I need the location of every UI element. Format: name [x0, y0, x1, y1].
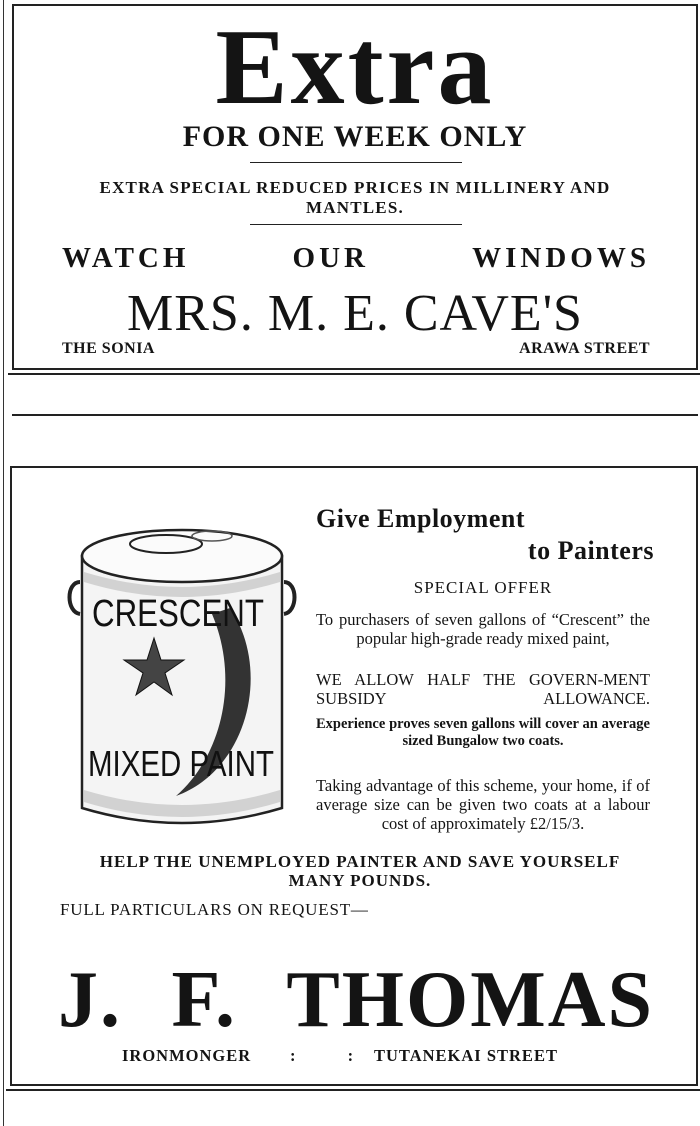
- advertisement-millinery: [12, 4, 698, 370]
- paint-can-illustration: [62, 520, 302, 840]
- headline-to-painters: to Painters: [527, 536, 654, 565]
- separator: : :: [290, 1046, 378, 1065]
- special-offer: SPECIAL OFFER: [413, 578, 553, 597]
- headline-extra: Extra: [215, 8, 495, 127]
- merchant-initial: F.: [171, 956, 237, 1044]
- special-prices-text: EXTRA SPECIAL REDUCED PRICES IN MILLINERY AND MANTLES.: [99, 178, 611, 217]
- subhead-one-week: FOR ONE WEEK ONLY: [182, 120, 528, 153]
- experience-paragraph: Experience proves seven gallons will cover an average sized Bungalow two coats.: [316, 716, 650, 749]
- shop-street: ARAWA STREET: [519, 340, 650, 357]
- offer-paragraph: To purchasers of seven gallons of “Crescent” the popular high-grade ready mixed paint,: [316, 610, 650, 648]
- full-particulars-text: FULL PARTICULARS ON REQUEST—: [60, 900, 369, 919]
- subsidy-paragraph: WE ALLOW HALF THE GOVERN-MENT SUBSIDY ALLOWANCE.: [316, 670, 650, 708]
- watch-word: WINDOWS: [472, 242, 650, 274]
- merchant-address: TUTANEKAI STREET: [374, 1046, 558, 1065]
- merchant-surname: THOMAS: [286, 956, 654, 1044]
- merchant-name: [58, 958, 654, 1042]
- divider: [250, 224, 462, 225]
- column-rule: [12, 414, 698, 416]
- headline-give-employment: Give Employment: [316, 504, 525, 533]
- watch-our-windows: [62, 242, 650, 275]
- merchant-initial: J.: [58, 956, 122, 1044]
- divider: [250, 162, 462, 163]
- labour-cost-paragraph: Taking advantage of this scheme, your home, if of average size can be given two coats at a labour cost of approximately £2/15/3.: [316, 776, 650, 833]
- watch-word: WATCH: [62, 242, 190, 274]
- column-edge-line: [3, 0, 4, 1126]
- can-label-crescent: CRESCENT: [92, 593, 264, 635]
- watch-word: OUR: [292, 242, 369, 274]
- advertiser-name: MRS. M. E. CAVE'S: [127, 285, 583, 342]
- help-unemployed-text: HELP THE UNEMPLOYED PAINTER AND SAVE YOURSELF MANY POUNDS.: [99, 852, 621, 890]
- shop-name: THE SONIA: [62, 340, 155, 357]
- can-label-mixed-paint: MIXED PAINT: [88, 743, 275, 784]
- merchant-trade: IRONMONGER: [122, 1046, 252, 1065]
